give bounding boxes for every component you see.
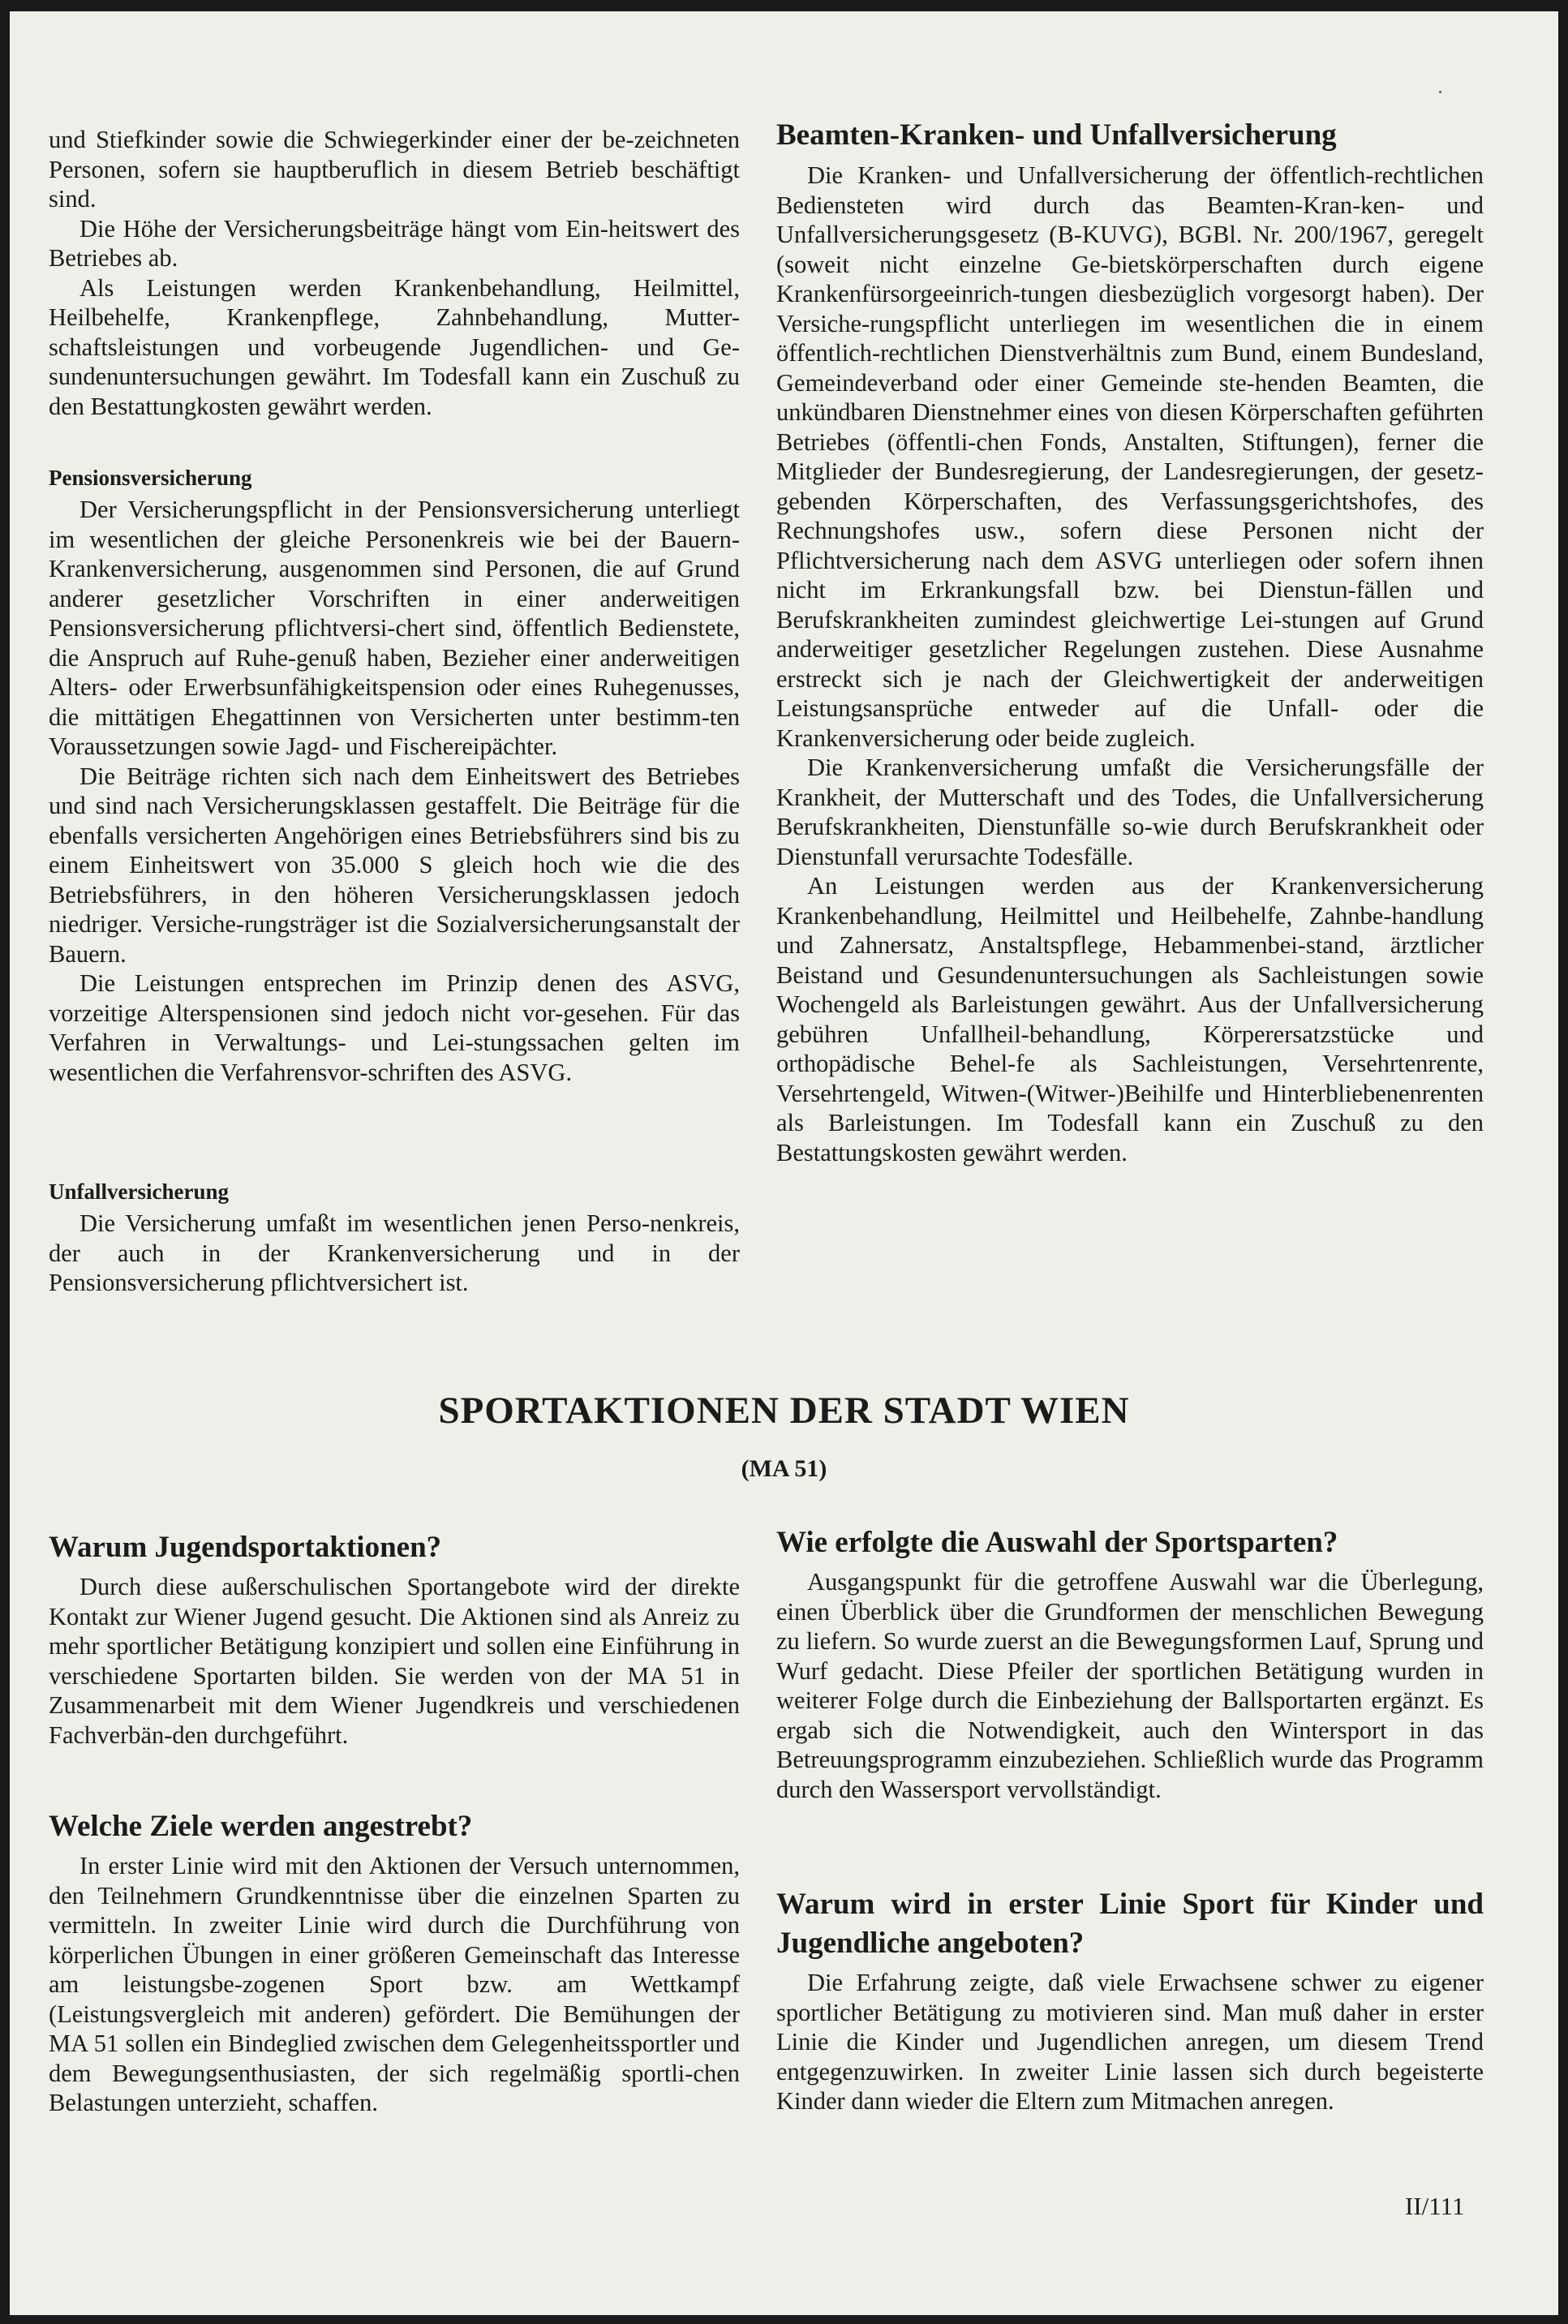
paragraph: Die Erfahrung zeigte, daß viele Erwachsene schwer zu eigener sportlicher Betätigung zu motivieren sind. Man muß daher in erster Linie die Kinder und Jugendlichen anregen, um diesem Trend entgegenzuwirken. In zweiter Linie lassen sich durch begeisterte Kinder dann wieder die Eltern zum Mitmachen anregen. bbox=[776, 1969, 1484, 2115]
paragraph: Als Leistungen werden Krankenbehandlung, Heilmittel, Heilbehelfe, Krankenpflege, Zahnbehandlung, Mutter-schaftsleistungen und vorbeugende Jugendlichen- und Ge-sundenuntersuchungen gewährt. Im Todesfall kann ein Zuschuß zu den Bestattungkosten gewährt werden. bbox=[49, 273, 740, 420]
paragraph: In erster Linie wird mit den Aktionen der Versuch unternommen, den Teilnehmern Grundkenntnisse über die einzelnen Sparten zu vermitteln. In zweiter Linie wird durch die Durchführung von körperlichen Übungen in einer größeren Gemeinschaft das Interesse am leistungsbe-zogenen Sport bzw. am Wettkampf (Leistungsvergleich mit anderen) gefördert. Die Bemühungen der MA 51 sollen ein Bindeglied zwischen dem Gelegenheitssportler und dem Bewegungsenthusiasten, der sich regelmäßig sportli-chen Belastungen unterzieht, schaffen. bbox=[49, 1852, 740, 2116]
section-heading: Unfallversicherung bbox=[49, 1179, 229, 1204]
section-heading: Pensionsversicherung bbox=[49, 466, 252, 490]
ziele-section bbox=[49, 1807, 740, 2118]
section-heading: Warum wird in erster Linie Sport für Kinder und Jugendliche angeboten? bbox=[776, 1888, 1484, 1960]
paragraph: Ausgangspunkt für die getroffene Auswahl war die Überlegung, einen Überblick über die Grundformen der menschlichen Bewegung zu liefern. So wurde zuerst an die Bewegungsformen Lauf, Sprung und Wurf gedacht. Diese Pfeiler der sportlichen Betätigung wurden in weiterer Folge durch die Einbeziehung der Ballsportarten ergänzt. Es ergab sich die Notwendigkeit, auch den Wintersport in das Betreuungsprogramm einzubeziehen. Schließlich wurde das Programm durch den Wassersport vervollständigt. bbox=[776, 1568, 1484, 1803]
section-heading: Beamten-Kranken- und Unfallversicherung bbox=[776, 118, 1337, 152]
page-number: II/111 bbox=[1405, 2192, 1465, 2220]
page-title: SPORTAKTIONEN DER STADT WIEN bbox=[438, 1390, 1130, 1432]
paragraph: Die Leistungen entsprechen im Prinzip denen des ASVG, vorzeitige Alterspensionen sind jedoch nicht vor-gesehen. Für das Verfahren in Verwaltungs- und Lei-stungssachen gelten im wesentlichen die Verfahrensvor-schriften des ASVG. bbox=[49, 969, 740, 1086]
paragraph: Die Beiträge richten sich nach dem Einheitswert des Betriebes und sind nach Versicherungsklassen gestaffelt. Die Beiträge für die ebenfalls versicherten Angehörigen eines Betriebsführers sind bis zu einem Einheitswert von 35.000 S gleich hoch wie die des Betriebsführers, in den höheren Versicherungsklassen jedoch niedriger. Versiche-rungsträger ist die Sozialversicherungsanstalt der Bauern. bbox=[49, 762, 740, 968]
paragraph: Der Versicherungspflicht in der Pensionsversicherung unterliegt im wesentlichen der gleiche Personenkreis wie bei der Bauern-Krankenversicherung, ausgenommen sind Personen, die auf Grund anderer gesetzlicher Vorschriften in einer anderweitigen Pensionsversicherung pflichtversi-chert sind, öffentlich Bedienstete, die Anspruch auf Ruhe-genuß haben, Bezieher einer anderweitigen Alters- oder Erwerbsunfähigkeitspension oder eines Ruhegenusses, die mittätigen Ehegattinnen von Versicherten unter bestimm-ten Voraussetzungen sowie Jagd- und Fischereipächter. bbox=[49, 496, 740, 760]
paragraph: Die Krankenversicherung umfaßt die Versicherungsfälle der Krankheit, der Mutterschaft und des Todes, die Unfallversicherung Berufskrankheiten, Dienstunfälle so-wie durch Berufskrankheit oder Dienstunfall verursachte Todesfälle. bbox=[776, 754, 1484, 870]
kinder-section bbox=[776, 1885, 1484, 2116]
auswahl-section bbox=[776, 1523, 1484, 1804]
paragraph: An Leistungen werden aus der Krankenversicherung Krankenbehandlung, Heilmittel und Heilbehelfe, Zahnbe-handlung und Zahnersatz, Anstaltspflege, Hebammenbei-stand, ärztlicher Beistand und Gesundenuntersuchungen als Sachleistungen sowie Wochengeld als Barleistungen gewährt. Aus der Unfallversicherung gebühren Unfallheil-behandlung, Körperersatzstücke und orthopädische Behel-fe als Sachleistungen, Versehrtenrente, Versehrtengeld, Witwen-(Witwer-)Beihilfe und Hinterbliebenenrenten als Barleistungen. Im Todesfall kann ein Zuschuß zu den Bestattungskosten gewährt werden. bbox=[776, 872, 1484, 1166]
left-column-top bbox=[49, 125, 740, 421]
beamten-section bbox=[776, 117, 1484, 1167]
section-heading: Warum Jugendsportaktionen? bbox=[49, 1531, 442, 1564]
unfall-section bbox=[49, 1178, 740, 1298]
page-subtitle: (MA 51) bbox=[741, 1455, 827, 1482]
speck bbox=[1439, 91, 1441, 93]
document-page bbox=[10, 11, 1558, 2315]
paragraph: und Stiefkinder sowie die Schwiegerkinder einer der be-zeichneten Personen, sofern sie hauptberuflich in diesem Betrieb beschäftigt sind. bbox=[49, 126, 740, 213]
warum-section bbox=[49, 1528, 740, 1750]
paragraph: Die Höhe der Versicherungsbeiträge hängt vom Ein-heitswert des Betriebes ab. bbox=[49, 214, 740, 272]
pension-section bbox=[49, 464, 740, 1087]
paragraph: Die Versicherung umfaßt im wesentlichen jenen Perso-nenkreis, der auch in der Krankenversicherung und in der Pensionsversicherung pflichtversichert ist. bbox=[49, 1209, 740, 1296]
paragraph: Die Kranken- und Unfallversicherung der öffentlich-rechtlichen Bediensteten wird durch das Beamten-Kran-ken- und Unfallversicherungsgesetz (B-KUVG), BGBl. Nr. 200/1967, geregelt (soweit nicht einzelne Ge-bietskörperschaften durch eigene Krankenfürsorgeeinrich-tungen diesbezüglich vorgesorgt haben). Der Versiche-rungspflicht unterliegen im wesentlichen die in einem öffentlich-rechtlichen Dienstverhältnis zum Bund, einem Bundesland, Gemeindeverband oder einer Gemeinde ste-henden Beamten, die unkündbaren Dienstnehmer eines von diesen Körperschaften geführten Betriebes (öffentli-chen Fonds, Anstalten, Stiftungen), ferner die Mitglieder der Bundesregierung, der Landesregierungen, der gesetz-gebenden Körperschaften, des Verfassungsgerichtshofes, des Rechnungshofes usw., sofern diese Personen nicht der Pflichtversicherung nach dem ASVG unterliegen oder sofern ihnen nicht im Erkrankungsfall bzw. bei Dienstun-fällen und Berufskrankheiten zumindest gleichwertige Lei-stungen auf Grund anderweitiger gesetzlicher Regelungen zustehen. Diese Ausnahme erstreckt sich je nach der Gleichwertigkeit der anderweitigen Leistungsansprüche entweder auf die Unfall- oder die Krankenversicherung oder beide zugleich. bbox=[776, 161, 1484, 752]
paragraph: Durch diese außerschulischen Sportangebote wird der direkte Kontakt zur Wiener Jugend gesucht. Die Aktionen sind als Anreiz zu mehr sportlicher Betätigung konzipiert und sollen eine Einführung in verschiedene Sportarten bilden. Sie werden von der MA 51 in Zusammenarbeit mit dem Wiener Jugendkreis und verschiedenen Fachverbän-den durchgeführt. bbox=[49, 1573, 740, 1749]
section-heading: Welche Ziele werden angestrebt? bbox=[49, 1810, 473, 1843]
section-heading: Wie erfolgte die Auswahl der Sportsparten? bbox=[776, 1526, 1338, 1559]
